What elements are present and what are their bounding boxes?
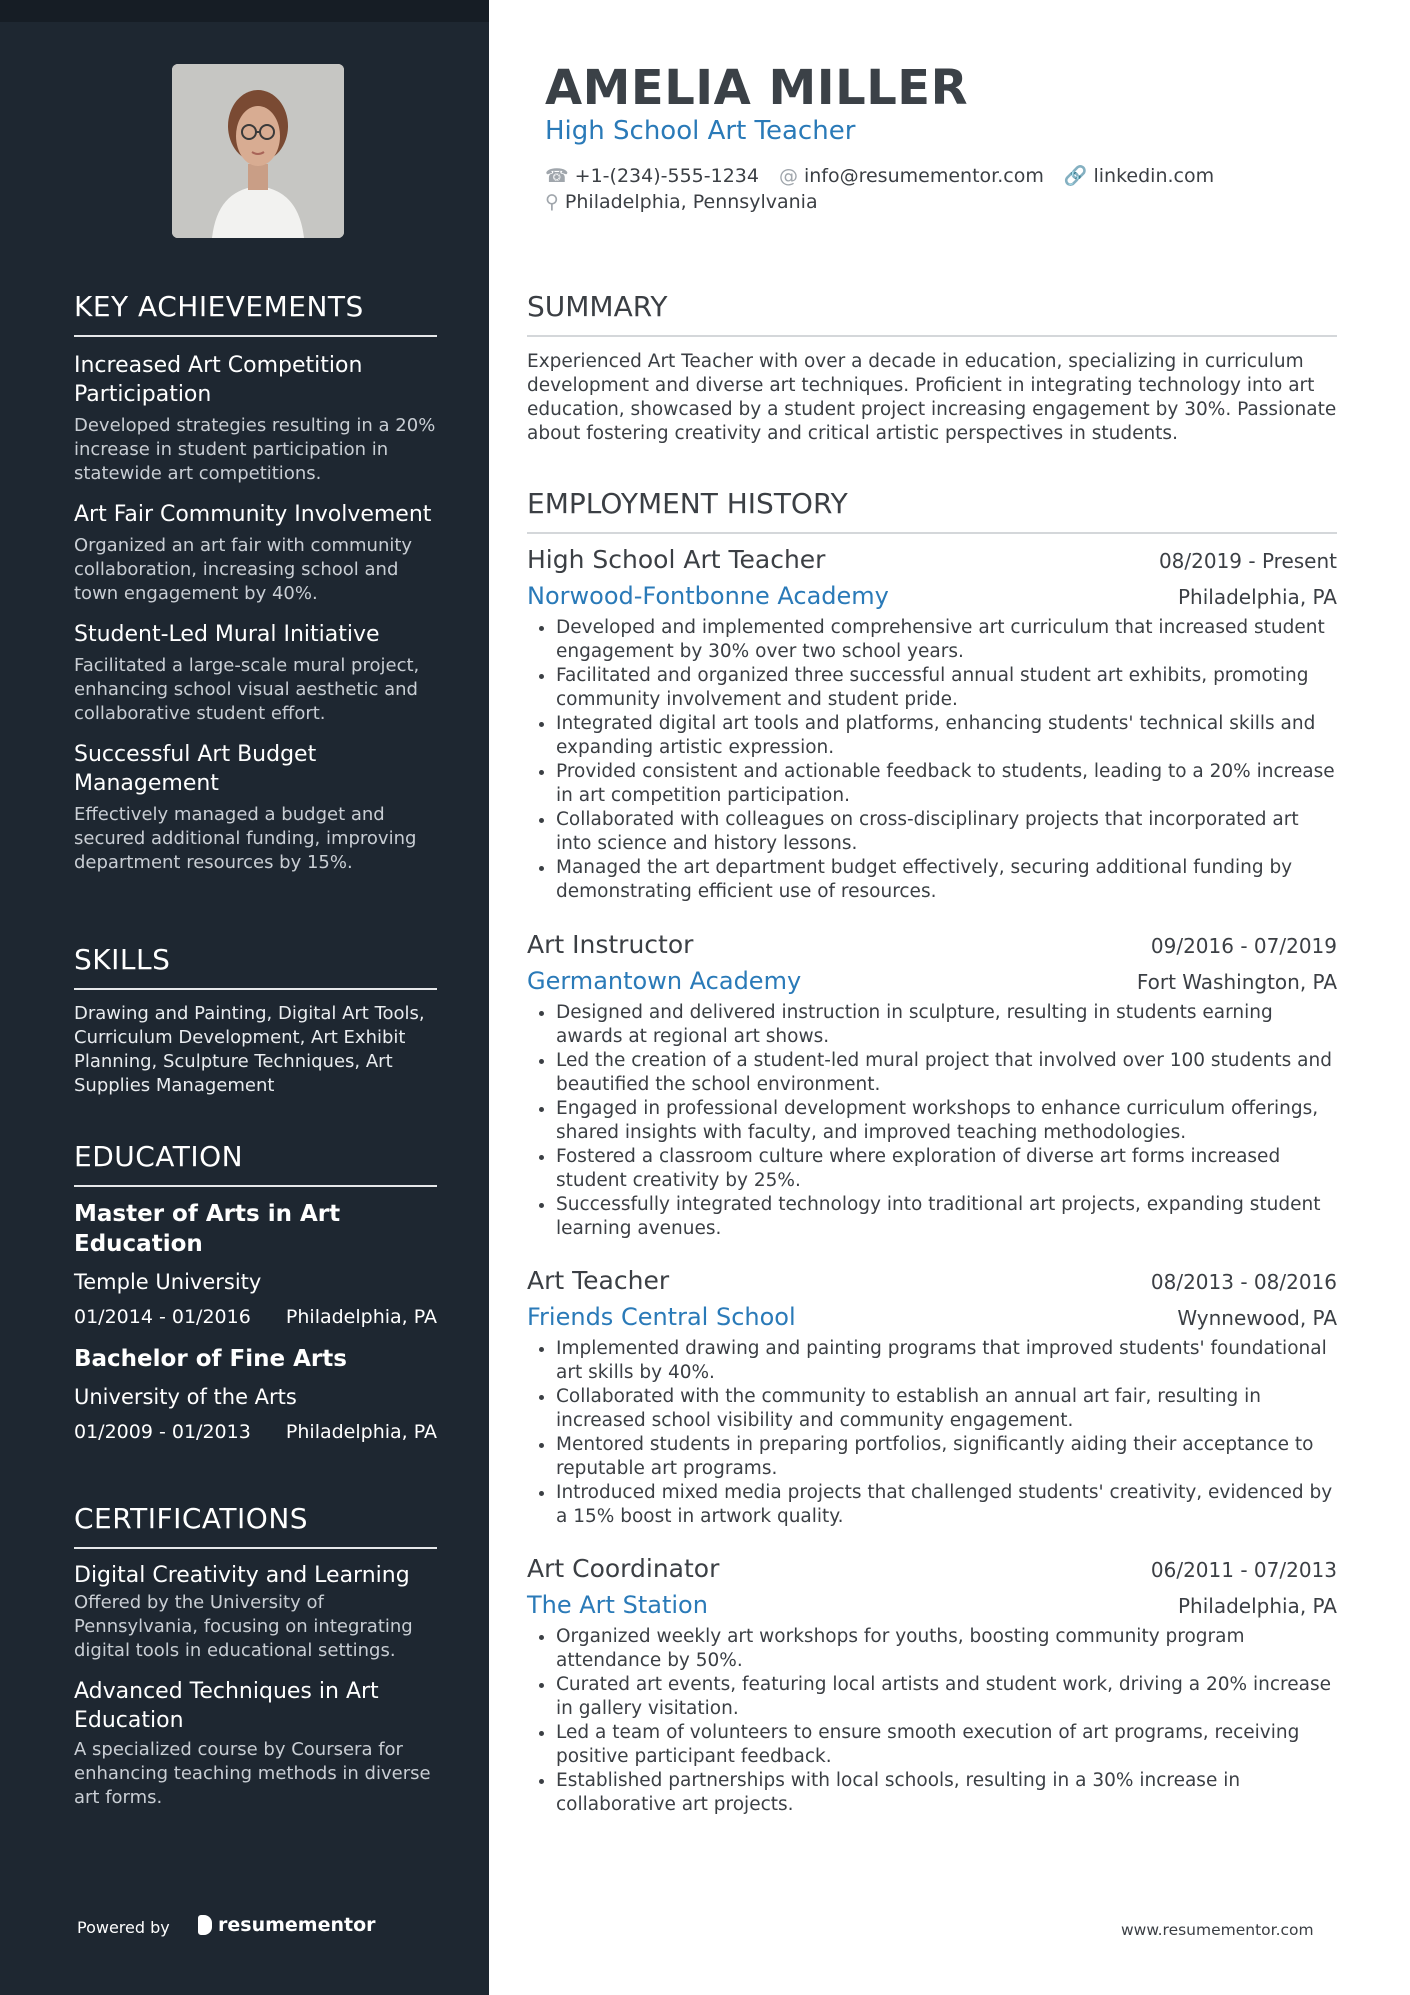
- skills-section: [74, 943, 437, 1098]
- certifications-heading: CERTIFICATIONS: [74, 1502, 437, 1549]
- achievement-title: Increased Art Competition Participation: [74, 353, 363, 407]
- job-company: Friends Central School: [527, 1303, 796, 1331]
- job-bullet: • Established partnerships with local schools, resulting in a 30% increase in collaborative art projects.: [556, 1769, 1337, 1817]
- phone-icon: ☎: [545, 164, 569, 187]
- summary-heading: SUMMARY: [527, 290, 1337, 337]
- certification-description: A specialized course by Coursera for enhancing teaching methods in diverse art forms.: [74, 1739, 431, 1808]
- job-header: [527, 545, 1337, 574]
- job-bullet: • Curated art events, featuring local artists and student work, driving a 20% increase in gallery visitation.: [556, 1673, 1337, 1721]
- education-degree: Bachelor of Fine Arts: [74, 1346, 347, 1372]
- contact-phone: +1-(234)-555-1234: [574, 164, 759, 187]
- job-bullet: • Managed the art department budget effectively, securing additional funding by demonstrating efficient use of resources.: [556, 856, 1337, 904]
- job-bullet: • Organized weekly art workshops for youths, boosting community program attendance by 50%.: [556, 1625, 1337, 1673]
- job-bullet: • Designed and delivered instruction in sculpture, resulting in students earning awards at regional art shows.: [556, 1001, 1337, 1049]
- contact-row-1: [545, 164, 1214, 187]
- job-header: [527, 1554, 1337, 1583]
- achievement-title: Successful Art Budget Management: [74, 742, 317, 796]
- job-bullet: • Collaborated with colleagues on cross-disciplinary projects that incorporated art into science and history lessons.: [556, 808, 1337, 856]
- job-company: Germantown Academy: [527, 967, 802, 995]
- contact-linkedin[interactable]: linkedin.com: [1093, 164, 1215, 187]
- education-school: Temple University: [74, 1270, 262, 1294]
- certification-title: Advanced Techniques in Art Education: [74, 1679, 379, 1733]
- education-item: [74, 1344, 437, 1443]
- job-bullet: • Facilitated and organized three successful annual student art exhibits, promoting community involvement and student pride.: [556, 664, 1337, 712]
- achievement-item: [74, 351, 437, 486]
- achievement-title: Student-Led Mural Initiative: [74, 622, 380, 647]
- certification-description: Offered by the University of Pennsylvania, focusing on integrating digital tools in educational settings.: [74, 1592, 413, 1661]
- certification-item: [74, 1677, 437, 1810]
- job-bullet: • Mentored students in preparing portfolios, significantly aiding their acceptance to reputable art programs.: [556, 1433, 1337, 1481]
- certification-title: Digital Creativity and Learning: [74, 1563, 410, 1588]
- education-school: University of the Arts: [74, 1385, 297, 1409]
- job-subheader: [527, 582, 1337, 610]
- job-entry: [527, 1266, 1337, 1529]
- key-achievements-heading: KEY ACHIEVEMENTS: [74, 290, 437, 337]
- job-bullet: • Developed and implemented comprehensive art curriculum that increased student engagement by 30% over two school years.: [556, 616, 1337, 664]
- achievement-item: [74, 500, 437, 606]
- job-company: Norwood-Fontbonne Academy: [527, 582, 889, 610]
- education-section: [74, 1140, 437, 1443]
- location-pin-icon: ⚲: [545, 191, 559, 213]
- summary-text: Experienced Art Teacher with over a decade in education, specializing in curriculum development and diverse art techniques. Proficient in integrating technology into art education, showcased by a student project increasing engagement by 30%. Passionate about fostering creativity and critical artistic perspectives in students.: [527, 351, 1337, 444]
- achievement-description: Effectively managed a budget and secured additional funding, improving department resources by 15%.: [74, 804, 417, 873]
- job-bullet: • Integrated digital art tools and platforms, enhancing students' technical skills and expanding artistic expression.: [556, 712, 1337, 760]
- profile-photo: [172, 64, 344, 238]
- job-dates: 08/2019 - Present: [1158, 549, 1337, 573]
- job-subheader: [527, 1303, 1337, 1331]
- skills-list: Drawing and Painting, Digital Art Tools, Curriculum Development, Art Exhibit Planning, Sculpture Techniques, Art Supplies Management: [74, 1003, 425, 1096]
- job-header: [527, 930, 1337, 959]
- candidate-name: AMELIA MILLER: [545, 60, 969, 116]
- job-location: Fort Washington, PA: [1136, 970, 1337, 994]
- contact-location: Philadelphia, Pennsylvania: [564, 191, 818, 213]
- job-entry: [527, 545, 1337, 904]
- job-title: Art Instructor: [527, 930, 694, 959]
- achievement-item: [74, 740, 437, 875]
- job-dates: 09/2016 - 07/2019: [1150, 934, 1337, 958]
- link-icon: 🔗: [1063, 165, 1088, 187]
- brand-logo: [198, 1914, 376, 1936]
- job-location: Philadelphia, PA: [1177, 585, 1337, 609]
- job-location: Philadelphia, PA: [1177, 1594, 1337, 1618]
- job-bullet: • Introduced mixed media projects that challenged students' creativity, evidenced by a 15% boost in artwork quality.: [556, 1481, 1337, 1529]
- education-item: [74, 1199, 437, 1328]
- job-bullet: • Collaborated with the community to establish an annual art fair, resulting in increased school visibility and community engagement.: [556, 1385, 1337, 1433]
- achievement-title: Art Fair Community Involvement: [74, 502, 432, 527]
- achievement-description: Organized an art fair with community collaboration, increasing school and town engagement by 40%.: [74, 535, 413, 604]
- candidate-title: High School Art Teacher: [545, 116, 856, 146]
- at-sign-icon: @: [778, 164, 798, 187]
- key-achievements-section: [74, 290, 437, 875]
- job-bullets: [527, 616, 1337, 904]
- job-title: Art Coordinator: [527, 1554, 720, 1583]
- job-header: [527, 1266, 1337, 1295]
- job-title: High School Art Teacher: [527, 545, 826, 574]
- achievement-description: Facilitated a large-scale mural project, enhancing school visual aesthetic and collaborative student effort.: [74, 655, 420, 724]
- education-location: Philadelphia, PA: [285, 1421, 437, 1443]
- job-bullets: [527, 1001, 1337, 1241]
- certification-item: [74, 1561, 437, 1663]
- contact-row-2: [545, 191, 818, 213]
- employment-heading: EMPLOYMENT HISTORY: [527, 487, 1337, 534]
- footer-website-link[interactable]: www.resumementor.com: [1121, 1921, 1314, 1939]
- achievement-item: [74, 620, 437, 726]
- brand-name: resumementor: [218, 1914, 376, 1936]
- job-bullet: • Engaged in professional development workshops to enhance curriculum offerings, shared insights with faculty, and improved teaching methodologies.: [556, 1097, 1337, 1145]
- job-entry: [527, 930, 1337, 1241]
- job-bullets: [527, 1337, 1337, 1529]
- job-title: Art Teacher: [527, 1266, 670, 1295]
- education-location: Philadelphia, PA: [285, 1306, 437, 1328]
- education-meta: [74, 1421, 437, 1443]
- powered-by-label: Powered by: [77, 1918, 170, 1937]
- education-dates: 01/2014 - 01/2016: [74, 1306, 251, 1328]
- job-bullet: • Implemented drawing and painting programs that improved students' foundational art skills by 40%.: [556, 1337, 1337, 1385]
- contact-email[interactable]: info@resumementor.com: [803, 164, 1044, 187]
- job-bullet: • Provided consistent and actionable feedback to students, leading to a 20% increase in art competition participation.: [556, 760, 1337, 808]
- job-dates: 08/2013 - 08/2016: [1150, 1270, 1337, 1294]
- job-subheader: [527, 967, 1337, 995]
- brand-mark-icon: [198, 1915, 212, 1935]
- certifications-section: [74, 1502, 437, 1810]
- job-bullet: • Led the creation of a student-led mural project that involved over 100 students and beautified the school environment.: [556, 1049, 1337, 1097]
- job-bullet: • Fostered a classroom culture where exploration of diverse art forms increased student creativity by 25%.: [556, 1145, 1337, 1193]
- job-entry: [527, 1554, 1337, 1817]
- job-location: Wynnewood, PA: [1177, 1306, 1337, 1330]
- skills-heading: SKILLS: [74, 943, 437, 990]
- job-bullets: [527, 1625, 1337, 1817]
- job-company: The Art Station: [527, 1591, 708, 1619]
- sidebar-top-strip: [0, 0, 489, 22]
- sidebar: [0, 0, 489, 1995]
- education-heading: EDUCATION: [74, 1140, 437, 1187]
- education-meta: [74, 1306, 437, 1328]
- education-dates: 01/2009 - 01/2013: [74, 1421, 251, 1443]
- job-bullet: • Led a team of volunteers to ensure smooth execution of art programs, receiving positive participant feedback.: [556, 1721, 1337, 1769]
- job-dates: 06/2011 - 07/2013: [1150, 1558, 1337, 1582]
- job-bullet: • Successfully integrated technology into traditional art projects, expanding student learning avenues.: [556, 1193, 1337, 1241]
- achievement-description: Developed strategies resulting in a 20% increase in student participation in statewide art competitions.: [74, 415, 436, 484]
- education-degree: Master of Arts in Art Education: [74, 1201, 341, 1257]
- job-subheader: [527, 1591, 1337, 1619]
